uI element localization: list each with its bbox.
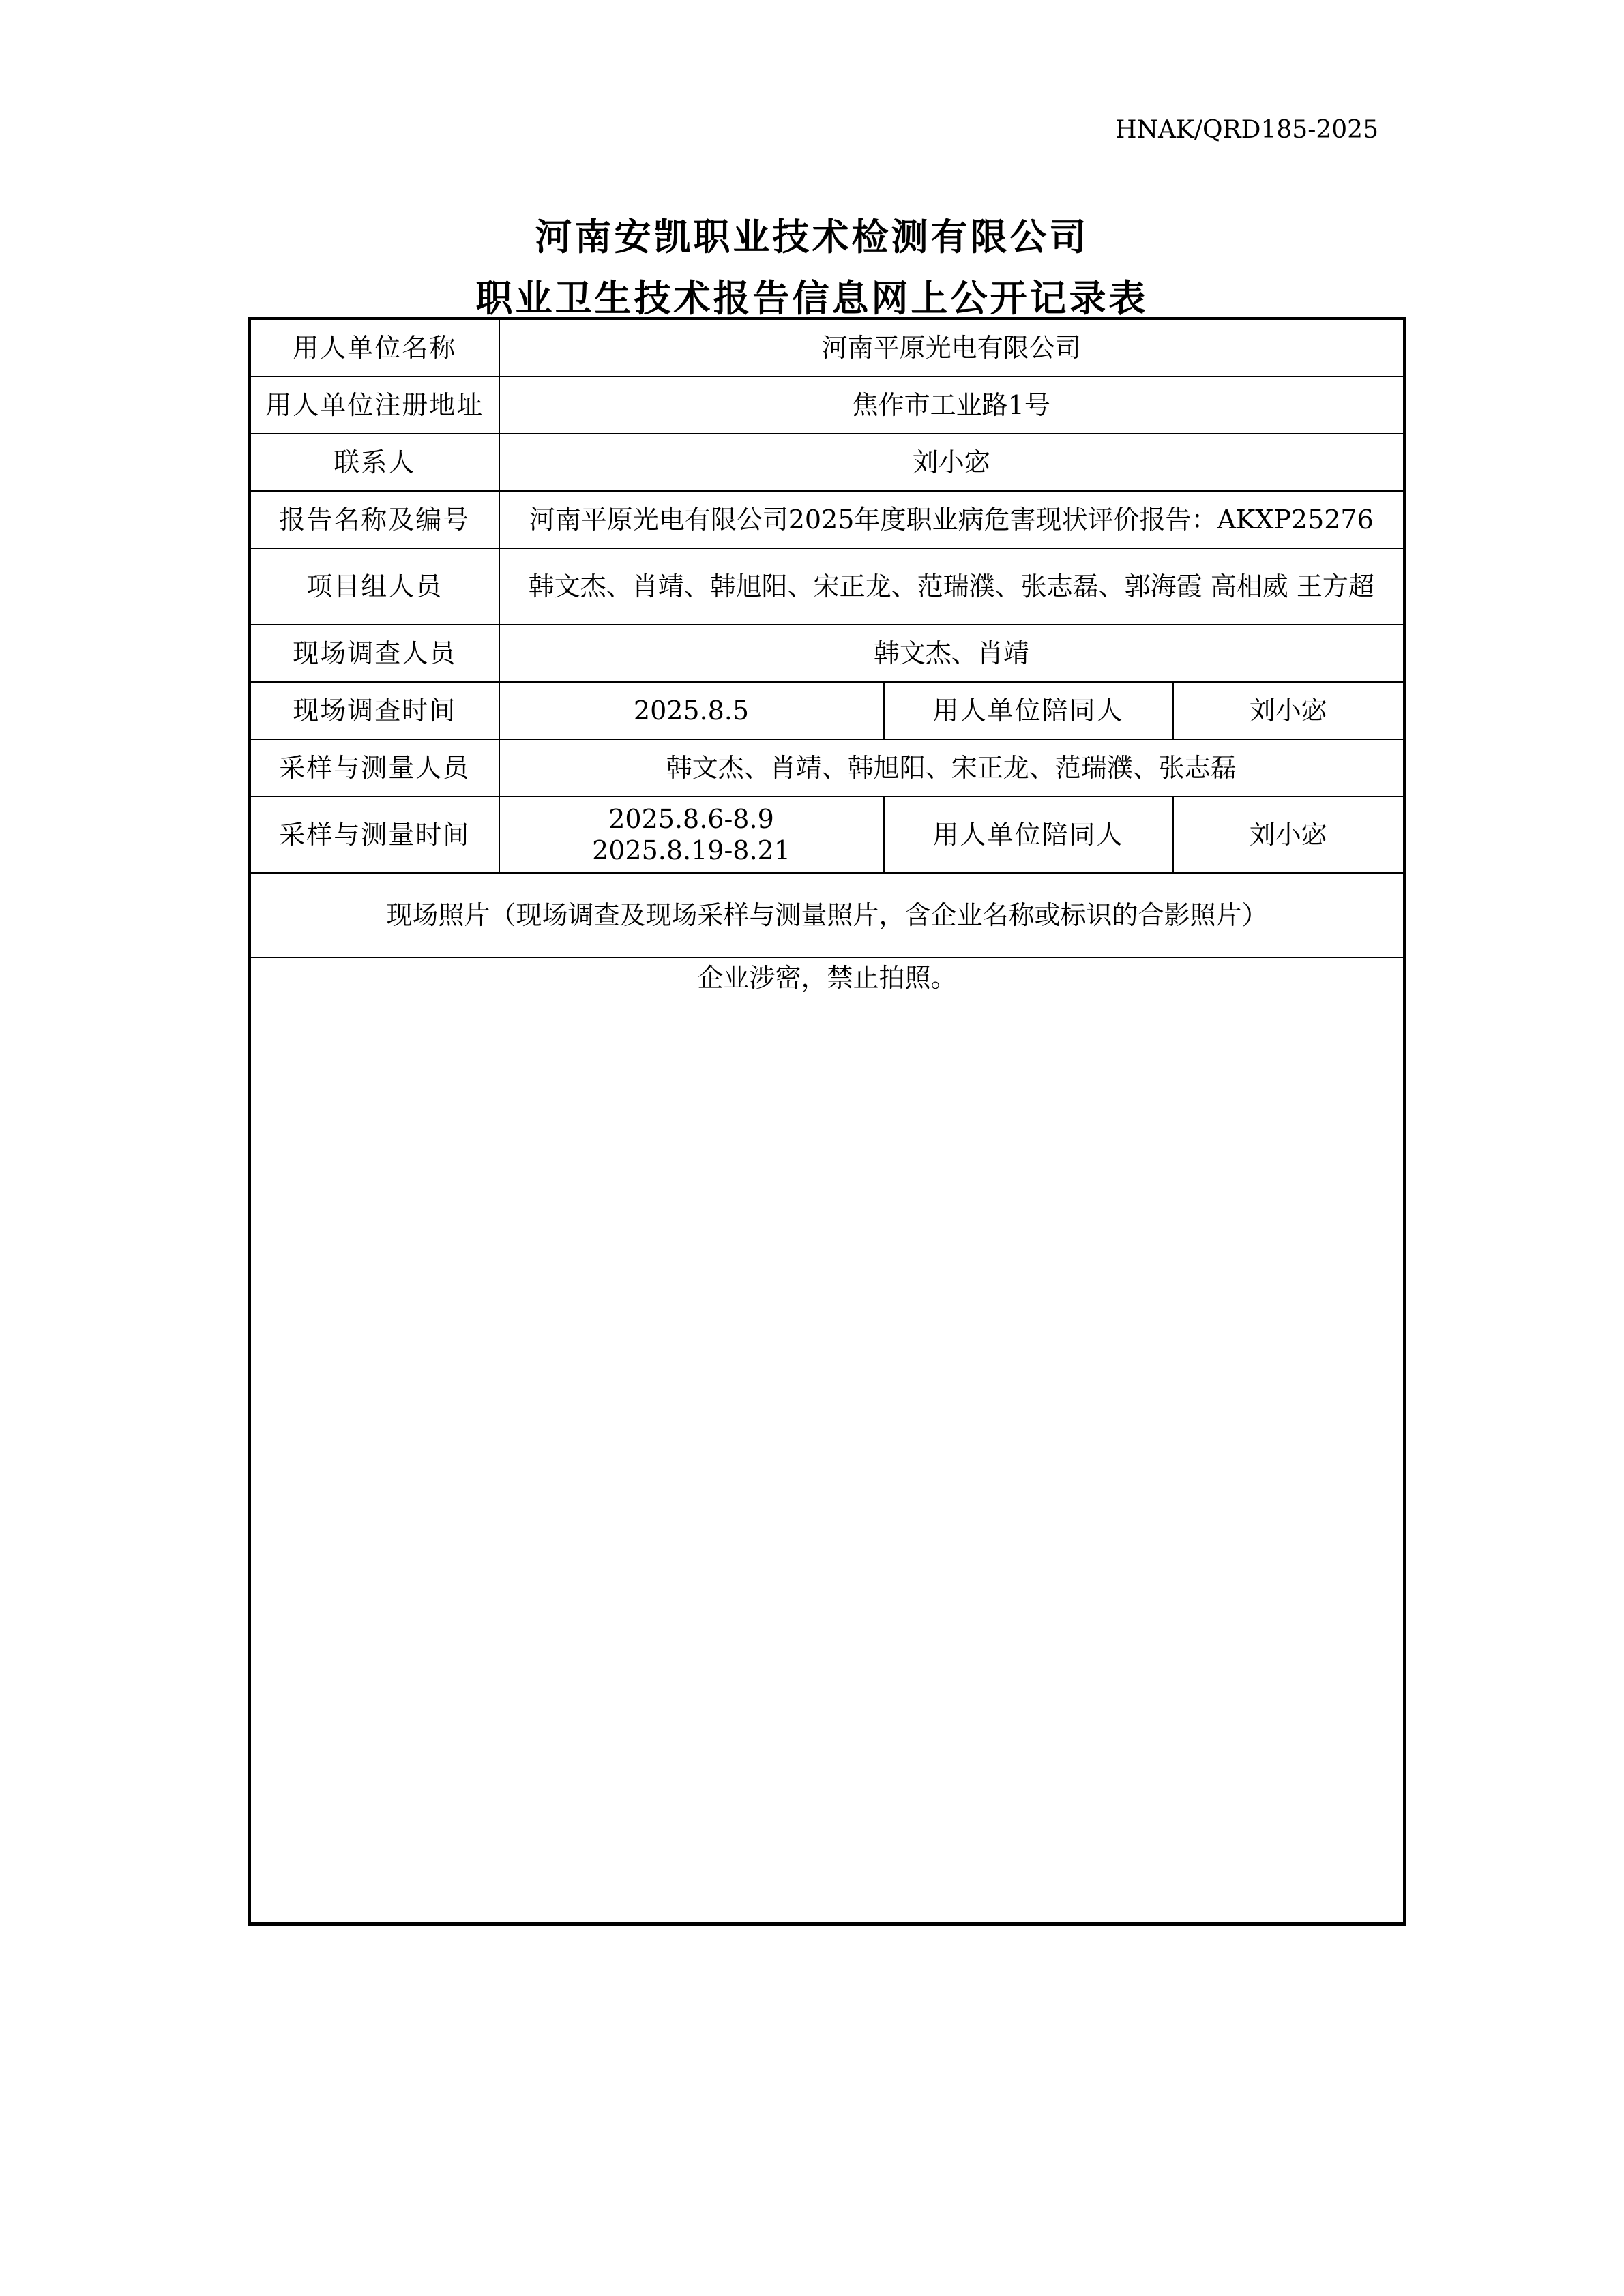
form-title: 职业卫生技术报告信息网上公开记录表 xyxy=(475,277,1149,320)
table-row xyxy=(250,548,1405,625)
table-row xyxy=(250,625,1405,682)
sampling-time-range-1: 2025.8.6-8.9 xyxy=(608,803,774,834)
sampling-time-label: 采样与测量时间 xyxy=(250,796,499,873)
site-survey-time-value: 2025.8.5 xyxy=(499,682,884,739)
document-code: HNAK/QRD185-2025 xyxy=(1115,116,1378,144)
contact-label: 联系人 xyxy=(250,434,499,491)
sampling-companion-value: 刘小宓 xyxy=(1173,796,1405,873)
table-row xyxy=(250,376,1405,434)
employer-address-label: 用人单位注册地址 xyxy=(250,376,499,434)
site-survey-staff-label: 现场调查人员 xyxy=(250,625,499,682)
site-survey-companion-label: 用人单位陪同人 xyxy=(884,682,1173,739)
project-team-value: 韩文杰、肖靖、韩旭阳、宋正龙、范瑞濮、张志磊、郭海霞 高相威 王方超 xyxy=(499,548,1405,625)
sampling-companion-label: 用人单位陪同人 xyxy=(884,796,1173,873)
table-row xyxy=(250,682,1405,739)
site-survey-staff-value: 韩文杰、肖靖 xyxy=(499,625,1405,682)
table-row xyxy=(250,957,1405,1924)
sampling-staff-value: 韩文杰、肖靖、韩旭阳、宋正龙、范瑞濮、张志磊 xyxy=(499,739,1405,796)
photos-area xyxy=(250,957,1405,1924)
table-row xyxy=(250,873,1405,957)
employer-name-value: 河南平原光电有限公司 xyxy=(499,319,1405,376)
report-label: 报告名称及编号 xyxy=(250,491,499,548)
employer-name-label: 用人单位名称 xyxy=(250,319,499,376)
sampling-time-value xyxy=(499,796,884,873)
contact-value: 刘小宓 xyxy=(499,434,1405,491)
site-survey-companion-value: 刘小宓 xyxy=(1173,682,1405,739)
table-row xyxy=(250,491,1405,548)
sampling-time-range-2: 2025.8.19-8.21 xyxy=(592,835,791,865)
site-survey-time-label: 现场调查时间 xyxy=(250,682,499,739)
table-row xyxy=(250,739,1405,796)
report-value: 河南平原光电有限公司2025年度职业病危害现状评价报告：AKXP25276 xyxy=(499,491,1405,548)
record-table xyxy=(248,317,1406,1926)
photos-label: 现场照片（现场调查及现场采样与测量照片，含企业名称或标识的合影照片） xyxy=(250,873,1405,957)
sampling-staff-label: 采样与测量人员 xyxy=(250,739,499,796)
table-row xyxy=(250,319,1405,376)
table-row xyxy=(250,796,1405,873)
project-team-label: 项目组人员 xyxy=(250,548,499,625)
table-row xyxy=(250,434,1405,491)
employer-address-value: 焦作市工业路1号 xyxy=(499,376,1405,434)
photos-note: 企业涉密，禁止拍照。 xyxy=(697,962,957,993)
company-title: 河南安凯职业技术检测有限公司 xyxy=(535,215,1089,258)
